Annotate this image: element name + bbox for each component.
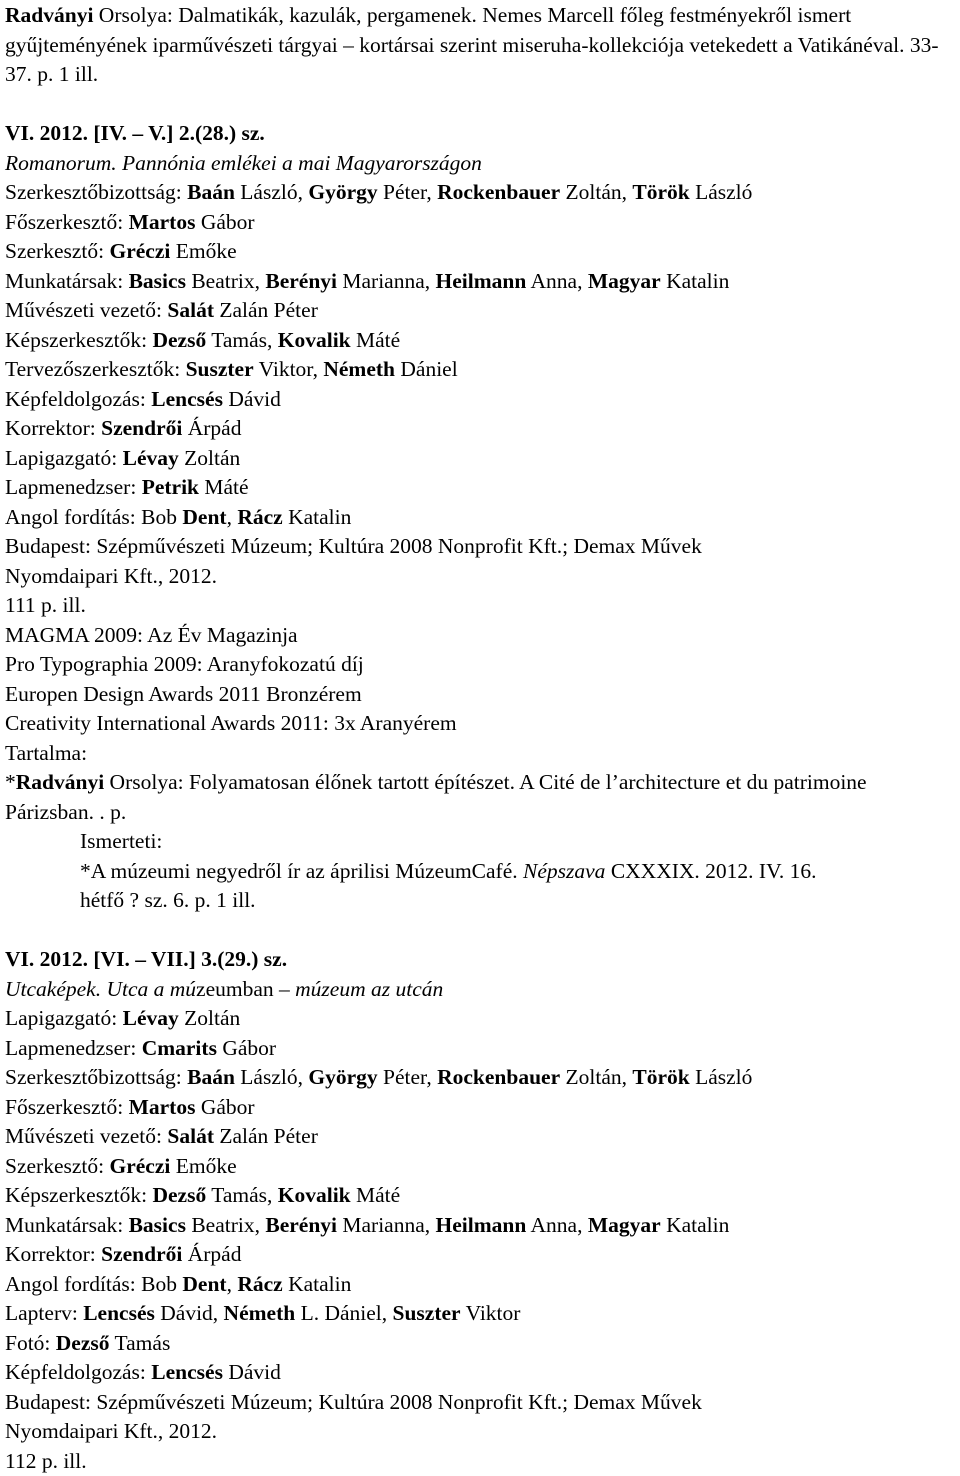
- award-line: MAGMA 2009: Az Év Magazinja: [5, 621, 960, 651]
- contents-label: Tartalma:: [5, 739, 960, 769]
- credit-director: Lapigazgató: Lévay Zoltán: [5, 1004, 960, 1034]
- credit-director: Lapigazgató: Lévay Zoltán: [5, 444, 960, 474]
- page-count: 111 p. ill.: [5, 591, 960, 621]
- publisher-line: Nyomdaipari Kft., 2012.: [5, 1417, 960, 1447]
- page-count: 112 p. ill.: [5, 1447, 960, 1476]
- credit-editor-in-chief: Főszerkesztő: Martos Gábor: [5, 208, 960, 238]
- spacer: [5, 916, 960, 946]
- credit-layout: Lapterv: Lencsés Dávid, Németh L. Dániel, Suszter Viktor: [5, 1299, 960, 1329]
- credit-editor-in-chief: Főszerkesztő: Martos Gábor: [5, 1093, 960, 1123]
- award-line: Europen Design Awards 2011 Bronzérem: [5, 680, 960, 710]
- credit-staff: Munkatársak: Basics Beatrix, Berényi Marianna, Heilmann Anna, Magyar Katalin: [5, 1211, 960, 1241]
- credit-translation: Angol fordítás: Bob Dent, Rácz Katalin: [5, 503, 960, 533]
- credit-image-processing: Képfeldolgozás: Lencsés Dávid: [5, 1358, 960, 1388]
- issue-title: Romanorum. Pannónia emlékei a mai Magyarországon: [5, 149, 960, 179]
- credit-staff: Munkatársak: Basics Beatrix, Berényi Marianna, Heilmann Anna, Magyar Katalin: [5, 267, 960, 297]
- review-entry: hétfő ? sz. 6. p. 1 ill.: [5, 886, 960, 916]
- credit-editorial-board: Szerkesztőbizottság: Baán László, György Péter, Rockenbauer Zoltán, Török László: [5, 1063, 960, 1093]
- credit-image-processing: Képfeldolgozás: Lencsés Dávid: [5, 385, 960, 415]
- publisher-line: Budapest: Szépművészeti Múzeum; Kultúra 2008 Nonprofit Kft.; Demax Művek: [5, 532, 960, 562]
- issue-title: Utcaképek. Utca a múzeumban – múzeum az utcán: [5, 975, 960, 1005]
- credit-design-editors: Tervezőszerkesztők: Suszter Viktor, Németh Dániel: [5, 355, 960, 385]
- issue-heading: VI. 2012. [IV. – V.] 2.(28.) sz.: [5, 119, 960, 149]
- credit-translation: Angol fordítás: Bob Dent, Rácz Katalin: [5, 1270, 960, 1300]
- credit-photo-editors: Képszerkesztők: Dezső Tamás, Kovalik Máté: [5, 1181, 960, 1211]
- credit-art-director: Művészeti vezető: Salát Zalán Péter: [5, 1122, 960, 1152]
- publisher-line: Nyomdaipari Kft., 2012.: [5, 562, 960, 592]
- intro-entry: [5, 1, 955, 90]
- issue-heading: VI. 2012. [VI. – VII.] 3.(29.) sz.: [5, 945, 960, 975]
- credit-photo: Fotó: Dezső Tamás: [5, 1329, 960, 1359]
- entry-text: Orsolya: Dalmatikák, kazulák, pergamenek. Nemes Marcell főleg festményekről ismert gyűjteményének iparművészeti tárgyai – kortársai szerint miseruha-kollekciója vetekedett a Vatikánéval. 33-37. p. 1 ill.: [5, 3, 939, 86]
- award-line: Creativity International Awards 2011: 3x Aranyérem: [5, 709, 960, 739]
- credit-editor: Szerkesztő: Gréczi Emőke: [5, 237, 960, 267]
- spacer: [5, 90, 960, 120]
- review-label: Ismerteti:: [5, 827, 960, 857]
- author-name: Radványi: [5, 3, 93, 27]
- credit-editor: Szerkesztő: Gréczi Emőke: [5, 1152, 960, 1182]
- contents-entry: *Radványi Orsolya: Folyamatosan élőnek tartott építészet. A Cité de l’architecture et du patrimoine Párizsban. . p.: [5, 768, 955, 827]
- award-line: Pro Typographia 2009: Aranyfokozatú díj: [5, 650, 960, 680]
- review-entry: *A múzeumi negyedről ír az áprilisi MúzeumCafé. Népszava CXXXIX. 2012. IV. 16.: [5, 857, 960, 887]
- credit-art-director: Művészeti vezető: Salát Zalán Péter: [5, 296, 960, 326]
- credit-photo-editors: Képszerkesztők: Dezső Tamás, Kovalik Máté: [5, 326, 960, 356]
- credit-proofreader: Korrektor: Szendrői Árpád: [5, 414, 960, 444]
- credit-manager: Lapmenedzser: Petrik Máté: [5, 473, 960, 503]
- credit-proofreader: Korrektor: Szendrői Árpád: [5, 1240, 960, 1270]
- credit-editorial-board: Szerkesztőbizottság: Baán László, György Péter, Rockenbauer Zoltán, Török László: [5, 178, 960, 208]
- publisher-line: Budapest: Szépművészeti Múzeum; Kultúra 2008 Nonprofit Kft.; Demax Művek: [5, 1388, 960, 1418]
- credit-manager: Lapmenedzser: Cmarits Gábor: [5, 1034, 960, 1064]
